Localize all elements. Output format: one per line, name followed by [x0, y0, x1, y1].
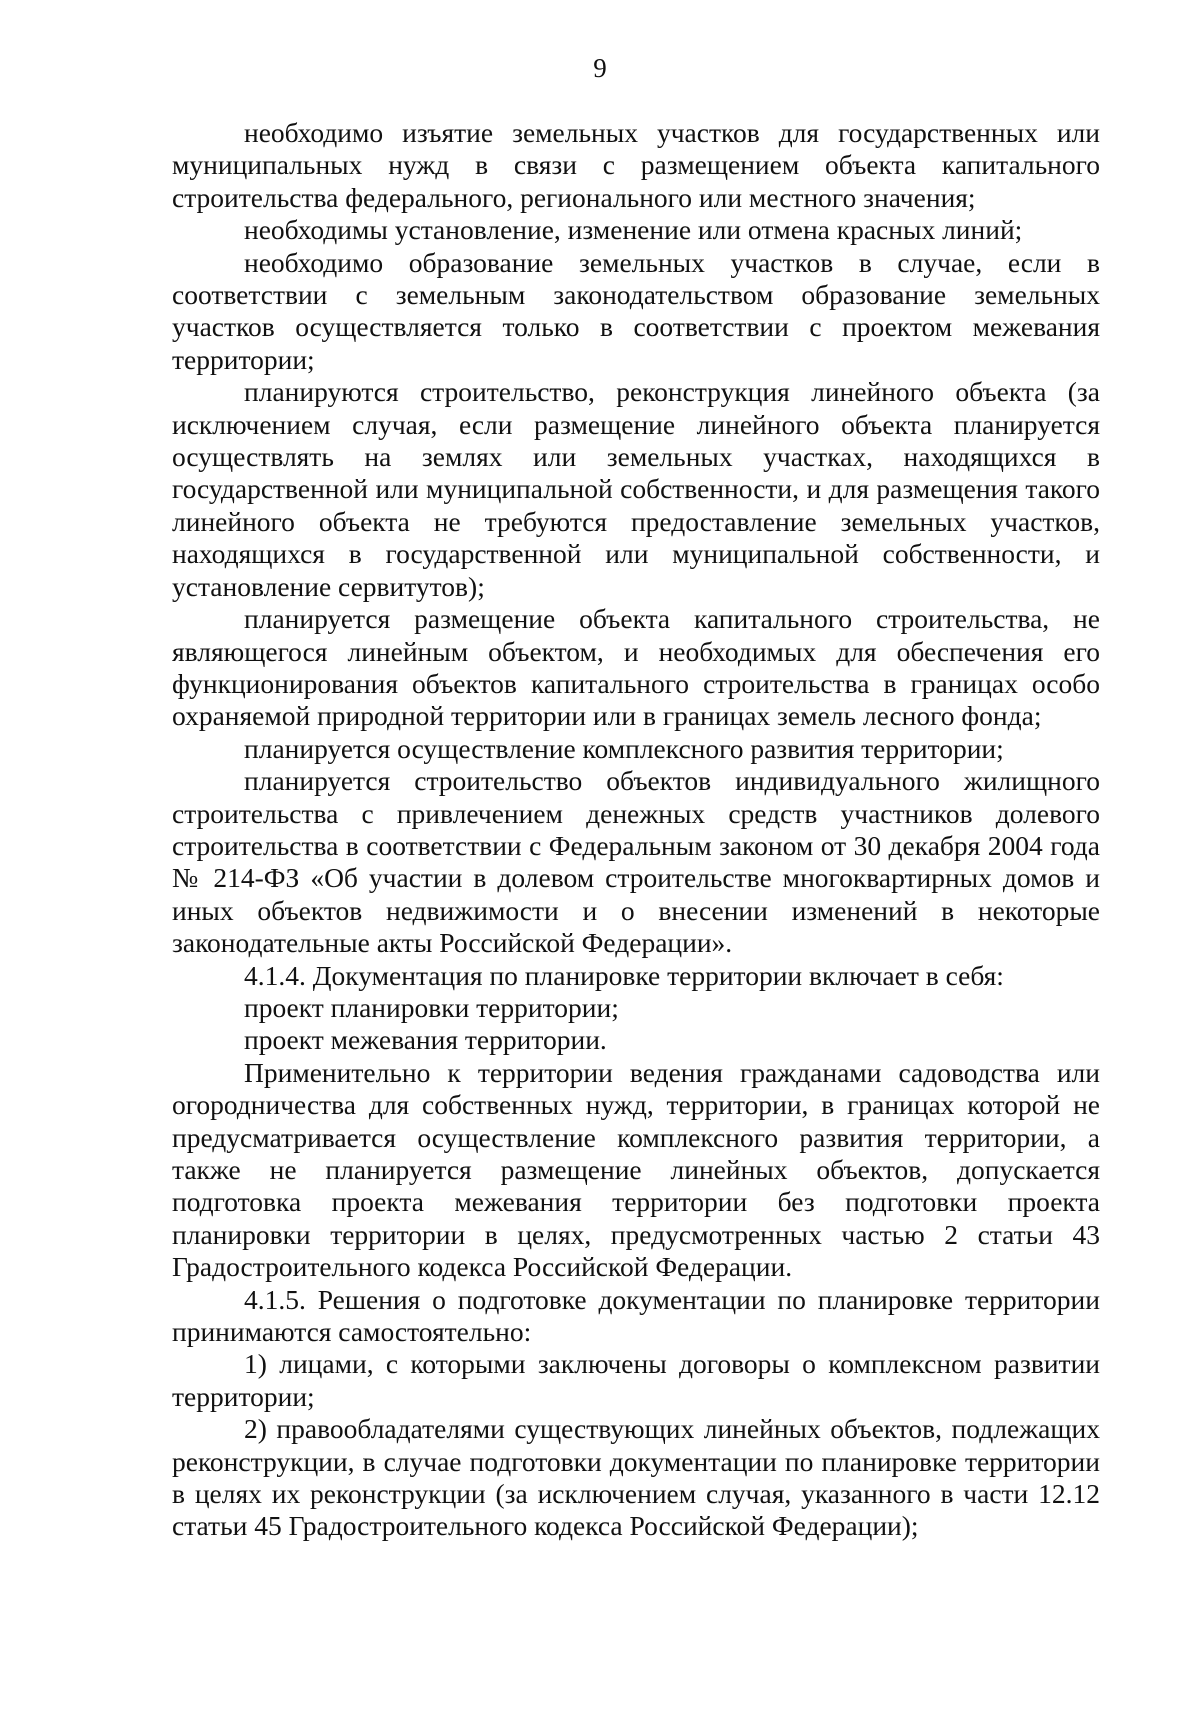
paragraph-section-4-1-5: 4.1.5. Решения о подготовке документации по планировке территории принимаются самостоятельно:	[172, 1283, 1100, 1348]
paragraph-capital-construction-placement: планируется размещение объекта капитального строительства, не являющегося линейным объектом, и необходимых для обеспечения его функционирования объектов капитального строительства в границах особо охраняемой природной территории или в границах земель лесного фонда;	[172, 603, 1100, 732]
paragraph-planning-project: проект планировки территории;	[244, 991, 619, 1023]
paragraph-item-2: 2) правообладателями существующих линейных объектов, подлежащих реконструкции, в случае подготовки документации по планировке территории в целях их реконструкции (за исключением случая, указанного в части 12.12 статьи 45 Градостроительного кодекса Российской Федерации);	[172, 1413, 1100, 1542]
paragraph-land-seizure: необходимо изъятие земельных участков для государственных или муниципальных нужд в связи с размещением объекта капитального строительства федерального, регионального или местного значения;	[172, 117, 1100, 213]
paragraph-individual-housing: планируется строительство объектов индивидуального жилищного строительства с привлечением денежных средств участников долевого строительства в соответствии с Федеральным законом от 30 декабря 2004 года № 214-ФЗ «Об участии в долевом строительстве многоквартирных домов и иных объектов недвижимости и о внесении изменений в некоторые законодательные акты Российской Федерации».	[172, 765, 1100, 959]
paragraph-item-1: 1) лицами, с которыми заключены договоры о комплексном развитии территории;	[172, 1348, 1100, 1412]
paragraph-land-plot-formation: необходимо образование земельных участков в случае, если в соответствии с земельным законодательством образование земельных участков осуществляется только в соответствии с проектом межевания территории;	[172, 246, 1100, 375]
page-number: 9	[593, 53, 607, 83]
paragraph-linear-object-construction: планируются строительство, реконструкция линейного объекта (за исключением случая, если размещение линейного объекта планируется осуществлять на землях или земельных участках, находящихся в государственной или муниципальной собственности, и для размещения такого линейного объекта не требуются предоставление земельных участков, находящихся в государственной или муниципальной собственности, и установление сервитутов);	[172, 376, 1100, 602]
paragraph-land-survey-project: проект межевания территории.	[244, 1024, 607, 1056]
paragraph-complex-development: планируется осуществление комплексного развития территории;	[244, 732, 1004, 764]
paragraph-section-4-1-4: 4.1.4. Документация по планировке территории включает в себя:	[244, 959, 1004, 991]
document-body	[172, 117, 1100, 1543]
paragraph-gardening-territory: Применительно к территории ведения гражданами садоводства или огородничества для собственных нужд, территории, в границах которой не предусматривается осуществление комплексного развития территории, а также не планируется размещение линейных объектов, допускается подготовка проекта межевания территории без подготовки проекта планировки территории в целях, предусмотренных частью 2 статьи 43 Градостроительного кодекса Российской Федерации.	[172, 1056, 1100, 1283]
paragraph-red-lines: необходимы установление, изменение или отмена красных линий;	[244, 214, 1023, 246]
